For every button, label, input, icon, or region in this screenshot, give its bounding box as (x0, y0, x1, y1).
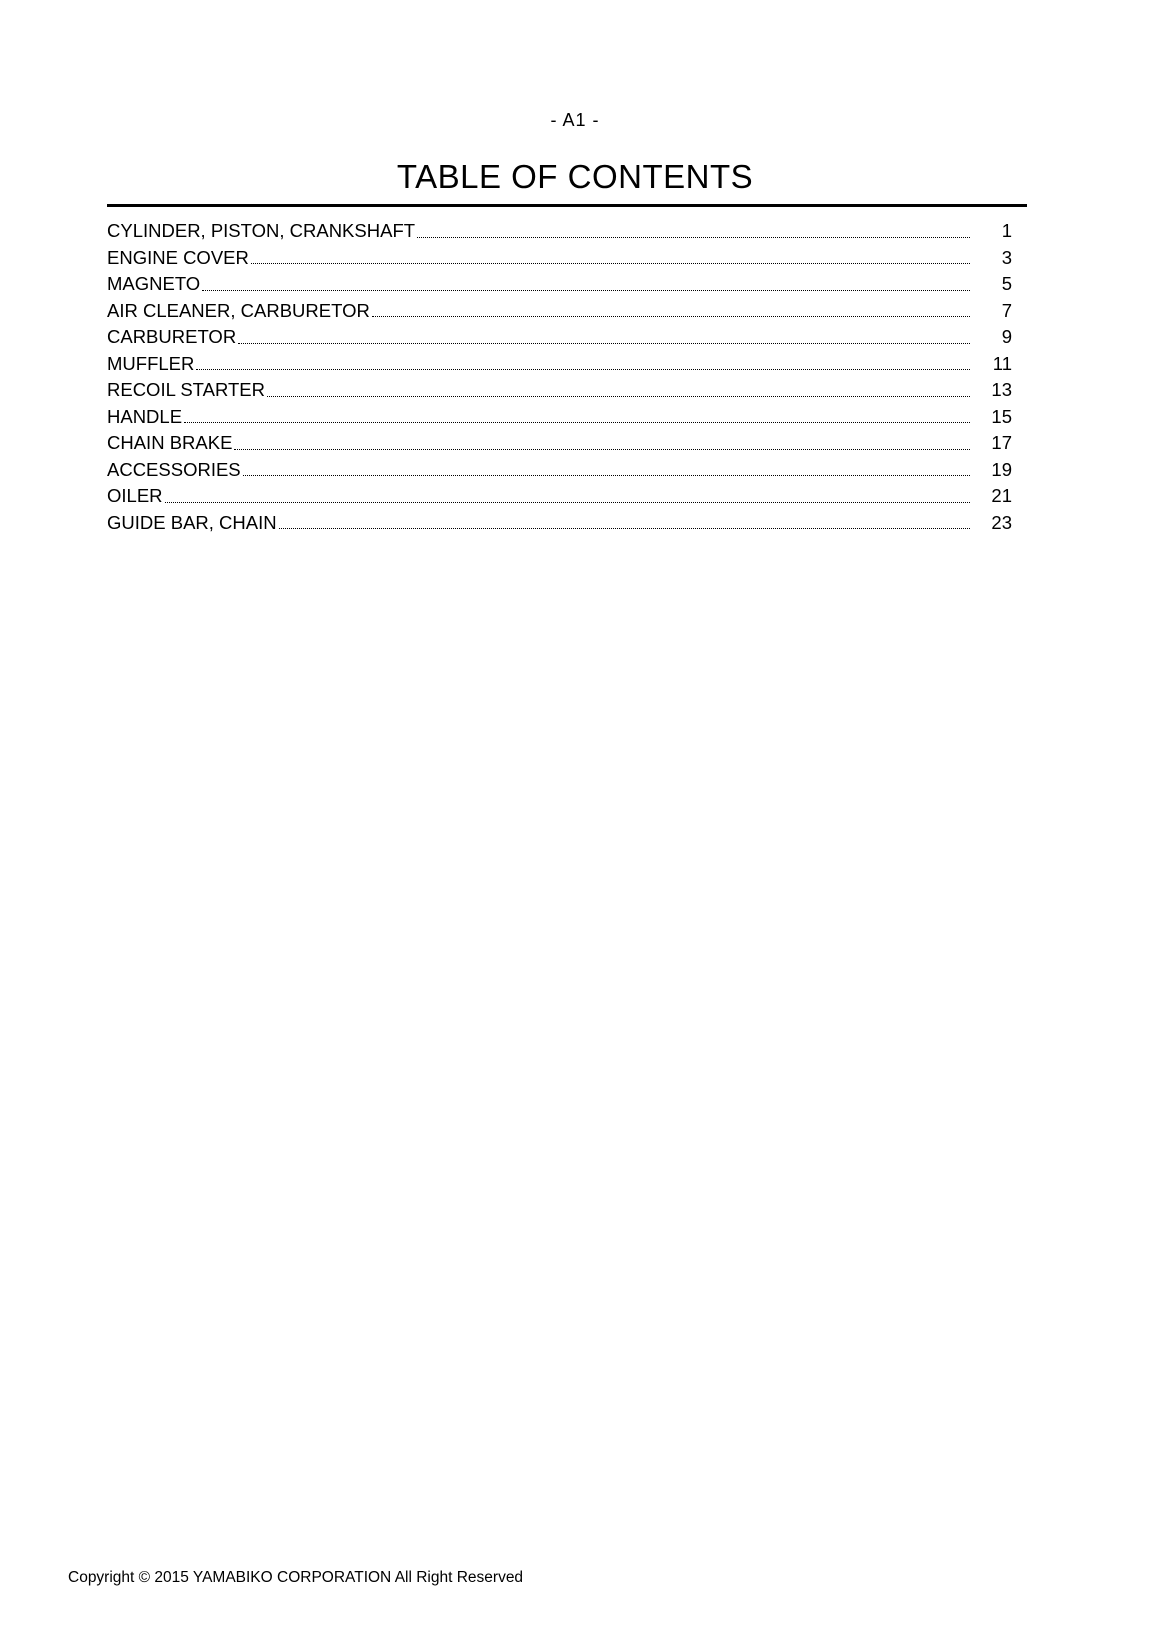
toc-entry-cylinder-piston-crankshaft[interactable] (107, 218, 1012, 245)
toc-entry-page-number: 11 (992, 352, 1012, 374)
toc-entry-handle[interactable] (107, 404, 1012, 431)
toc-entry-chain-brake[interactable] (107, 430, 1012, 457)
toc-entry-page-number: 23 (991, 511, 1012, 533)
copyright-notice: Copyright © 2015 YAMABIKO CORPORATION All Right Reserved (68, 1569, 524, 1586)
dot-leader (417, 237, 970, 238)
toc-entry-page-number: 21 (991, 485, 1012, 506)
dot-leader (238, 343, 970, 344)
dot-leader (196, 369, 970, 370)
page-number: - A1 - (550, 110, 600, 130)
toc-entry-page-number: 17 (991, 432, 1012, 453)
toc-entry-label: ENGINE COVER (107, 246, 249, 268)
toc-entry-carburetor[interactable] (107, 324, 1012, 351)
title-underline-divider (107, 204, 1027, 207)
toc-entry-label: CYLINDER, PISTON, CRANKSHAFT (107, 220, 416, 241)
toc-entry-label: ACCESSORIES (107, 458, 241, 480)
toc-entry-label: HANDLE (107, 405, 183, 427)
dot-leader (279, 528, 970, 529)
toc-entry-page-number: 15 (991, 405, 1012, 427)
toc-entry-page-number: 3 (1001, 246, 1012, 268)
toc-entry-label: RECOIL STARTER (107, 379, 265, 400)
dot-leader (372, 316, 970, 317)
toc-entry-magneto[interactable] (107, 271, 1012, 298)
page-title: TABLE OF CONTENTS (396, 158, 754, 195)
toc-entry-label: CARBURETOR (107, 326, 237, 347)
toc-entry-page-number: 9 (1001, 326, 1012, 347)
toc-entry-accessories[interactable] (107, 457, 1012, 484)
toc-entry-oiler[interactable] (107, 483, 1012, 510)
toc-entry-page-number: 7 (1001, 299, 1012, 321)
dot-leader (234, 449, 970, 450)
dot-leader (243, 475, 970, 476)
toc-entry-label: CHAIN BRAKE (107, 432, 233, 453)
toc-entry-engine-cover[interactable] (107, 245, 1012, 272)
toc-entry-muffler[interactable] (107, 351, 1012, 378)
toc-entry-guide-bar-chain[interactable] (107, 510, 1012, 537)
dot-leader (184, 422, 970, 423)
dot-leader (165, 502, 970, 503)
toc-entry-label: AIR CLEANER, CARBURETOR (107, 299, 370, 321)
dot-leader (267, 396, 970, 397)
toc-entry-label: MAGNETO (107, 273, 201, 294)
toc-entry-recoil-starter[interactable] (107, 377, 1012, 404)
toc-entry-label: MUFFLER (107, 352, 195, 374)
toc-entry-page-number: 5 (1001, 273, 1012, 294)
dot-leader (251, 263, 970, 264)
toc-entry-page-number: 13 (991, 379, 1012, 400)
toc-entry-page-number: 19 (991, 458, 1012, 480)
toc-entry-label: OILER (107, 485, 163, 506)
dot-leader (202, 290, 970, 291)
toc-entry-label: GUIDE BAR, CHAIN (107, 511, 277, 533)
toc-entry-air-cleaner-carburetor[interactable] (107, 298, 1012, 325)
table-of-contents (107, 218, 1012, 536)
toc-entry-page-number: 1 (1001, 220, 1012, 241)
